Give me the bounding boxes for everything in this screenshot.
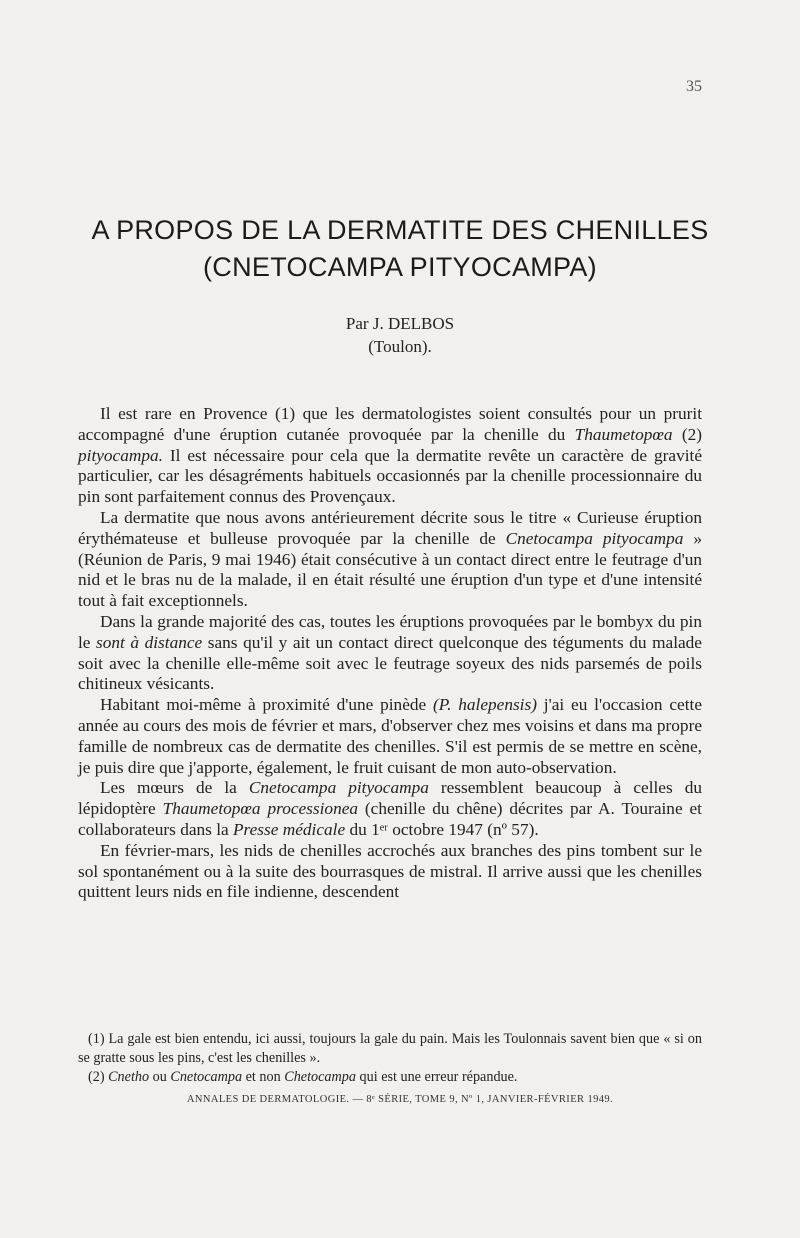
text-run: Il est nécessaire pour cela que la dermatite revête un caractère de gravité particulier, car les désagréments habituels occasionnés par la chenille processionnaire du pin sont parfaitement connus des Provençaux. <box>78 445 702 507</box>
species-name: Chetocampa <box>284 1069 356 1085</box>
text-run: La dermatite que nous avons antérieurement décrite sous le titre « Curieuse éruption érythémateuse et bulleuse provoquée par la chenille de <box>78 507 702 548</box>
text-run: ressemblent beaucoup à celles du lépidoptère <box>78 778 702 819</box>
text-run: ou <box>149 1069 171 1085</box>
text-run: Il est rare en Provence (1) que les dermatologistes soient consultés pour un prurit accompagné d'une éruption cutanée provoquée par la chenille du <box>78 404 702 444</box>
footnote-1: (1) La gale est bien entendu, ici aussi, toujours la gale du pain. Mais les Toulonnais savent bien que « si on se gratte sous les pins, c'est les chenilles ». <box>78 1031 702 1066</box>
footnote-number: (2) <box>88 1069 109 1085</box>
text-run: En février-mars, les nids de chenilles accrochés aux branches des pins tombent sur le sol spontanément ou à la suite des bourrasques de mistral. Il arrive aussi que les chenilles quittent leurs nids en file indienne, descendent <box>78 840 702 902</box>
text-run: (chenille du chêne) décrites par A. Touraine et collaborateurs dans la <box>78 799 702 839</box>
species-name: Thaumetopœa processionea <box>162 799 359 819</box>
species-name: (P. halepensis) <box>433 695 537 715</box>
text-run: sans qu'il y ait un contact direct quelconque des téguments du malade soit avec la chenille elle-même soit avec le feutrage soyeux des nids parsemés de poils chitineux vésicants. <box>78 632 702 694</box>
emphasis: sont à distance <box>96 632 203 652</box>
species-name: Cnetocampa <box>170 1069 243 1085</box>
page-number: 35 <box>686 78 702 95</box>
text-run: » (Réunion de Paris, 9 mai 1946) était consécutive à un contact direct entre le feutrage d'un nid et le bras nu de la malade, il en était résulté une éruption d'un type et d'une intensité tout à fait exceptionnels. <box>78 528 702 611</box>
title-line-1: A PROPOS DE LA DERMATITE DES CHENILLES <box>91 215 709 245</box>
title-line-2: (CNETOCAMPA PITYOCAMPA) <box>203 252 597 282</box>
article-title <box>0 212 800 286</box>
text-run: et non <box>242 1069 285 1085</box>
paragraph-5 <box>78 778 702 840</box>
journal-footer: ANNALES DE DERMATOLOGIE. — 8ᵉ SÉRIE, TOME 9, Nº 1, JANVIER-FÉVRIER 1949. <box>186 1094 614 1105</box>
text-run: (2) <box>672 424 702 444</box>
footnotes <box>78 1030 702 1087</box>
text-run: j'ai eu l'occasion cette année au cours des mois de février et mars, d'observer chez mes voisins et dans ma propre famille de nombreux cas de dermatite des chenilles. S'il est permis de se mettre en scène, je puis dire que j'apporte, également, le fruit cuisant de mon auto-observation. <box>78 695 702 777</box>
species-name: Thaumetopœa <box>574 424 673 444</box>
paragraph-3 <box>78 612 702 695</box>
text-run: Dans la grande majorité des cas, toutes les éruptions provoquées par le bombyx du pin le <box>78 611 702 652</box>
author-affiliation: (Toulon). <box>368 337 432 356</box>
species-name: Cnetocampa pityocampa <box>505 528 684 548</box>
paragraph-1 <box>78 404 702 508</box>
text-run: Les mœurs de la <box>100 778 249 798</box>
paragraph-4 <box>78 695 702 778</box>
footnote-2 <box>78 1068 702 1087</box>
text-run: du 1ᵉʳ octobre 1947 (nº 57). <box>345 819 539 839</box>
text-run: qui est une erreur répandue. <box>355 1069 518 1085</box>
text-run: Habitant moi-même à proximité d'une pinède <box>100 695 434 715</box>
article-body <box>78 404 702 903</box>
paragraph-2 <box>78 508 702 612</box>
species-name: Cnetho <box>108 1069 150 1085</box>
journal-name: Presse médicale <box>233 819 346 839</box>
species-name: Cnetocampa pityocampa <box>248 778 429 798</box>
byline <box>0 312 800 358</box>
author-name: Par J. DELBOS <box>345 314 455 333</box>
paragraph-6 <box>78 841 702 903</box>
species-name: pityocampa. <box>78 445 163 465</box>
